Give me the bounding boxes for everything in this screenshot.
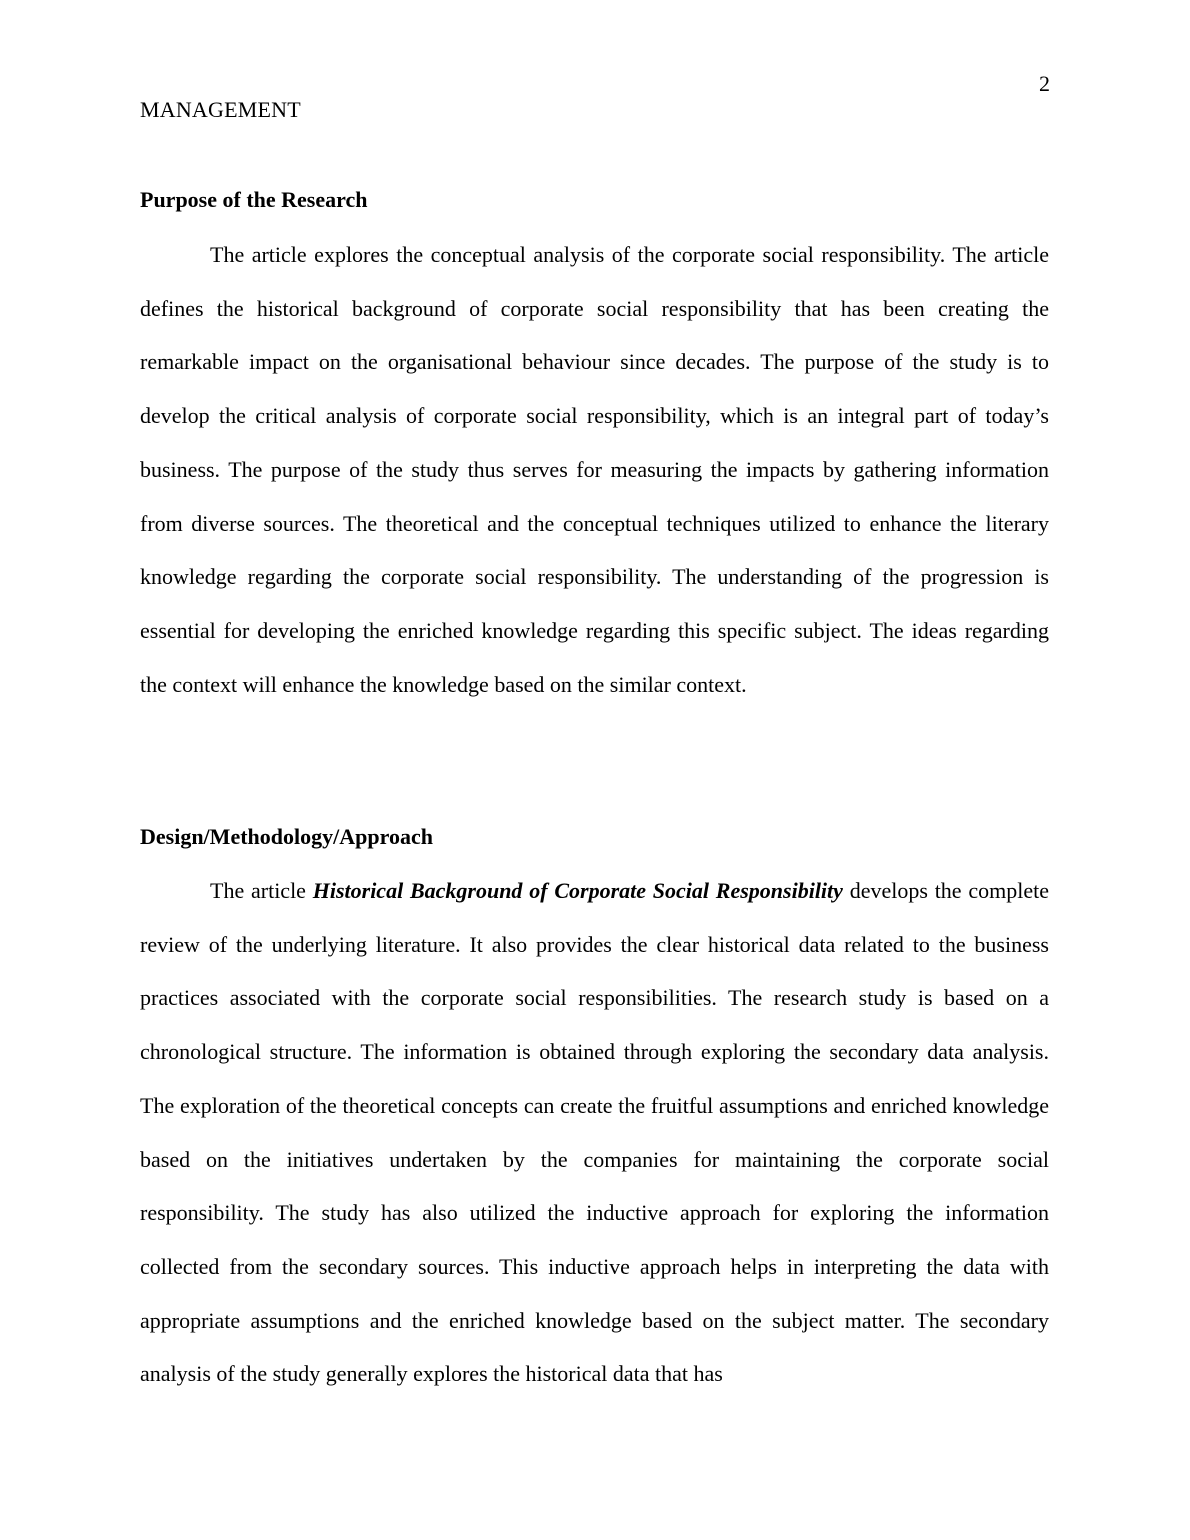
paragraph-design-lead: The article [210,878,313,903]
paragraph-purpose-text: The article explores the conceptual analysis of the corporate social responsibility. The article defines the historical background of corporate social responsibility that has been creating the remarkable impact on the organisational behaviour since decades. The purpose of the study is to develop the critical analysis of corporate social responsibility, which is an integral part of today’s business. The purpose of the study thus serves for measuring the impacts by gathering information from diverse sources. The theoretical and the conceptual techniques utilized to enhance the literary knowledge regarding the corporate social responsibility. The understanding of the progression is essential for developing the enriched knowledge regarding this specific subject. The ideas regarding the context will enhance the knowledge based on the similar context. [140,242,1049,697]
section-heading-design: Design/Methodology/Approach [140,824,433,849]
paragraph-design [140,864,1049,1401]
section-heading-purpose: Purpose of the Research [140,187,368,212]
article-title: Historical Background of Corporate Social Responsibility [312,878,843,903]
paragraph-design-rest: develops the complete review of the underlying literature. It also provides the clear historical data related to the business practices associated with the corporate social responsibilities. The research study is based on a chronological structure. The information is obtained through exploring the secondary data analysis. The exploration of the theoretical concepts can create the fruitful assumptions and enriched knowledge based on the initiatives undertaken by the companies for maintaining the corporate social responsibility. The study has also utilized the inductive approach for exploring the information collected from the secondary sources. This inductive approach helps in interpreting the data with appropriate assumptions and the enriched knowledge based on the subject matter. The secondary analysis of the study generally explores the historical data that has [140,878,1049,1387]
page-number: 2 [1039,71,1050,96]
running-head: MANAGEMENT [140,97,301,122]
paragraph-purpose [140,228,1049,711]
